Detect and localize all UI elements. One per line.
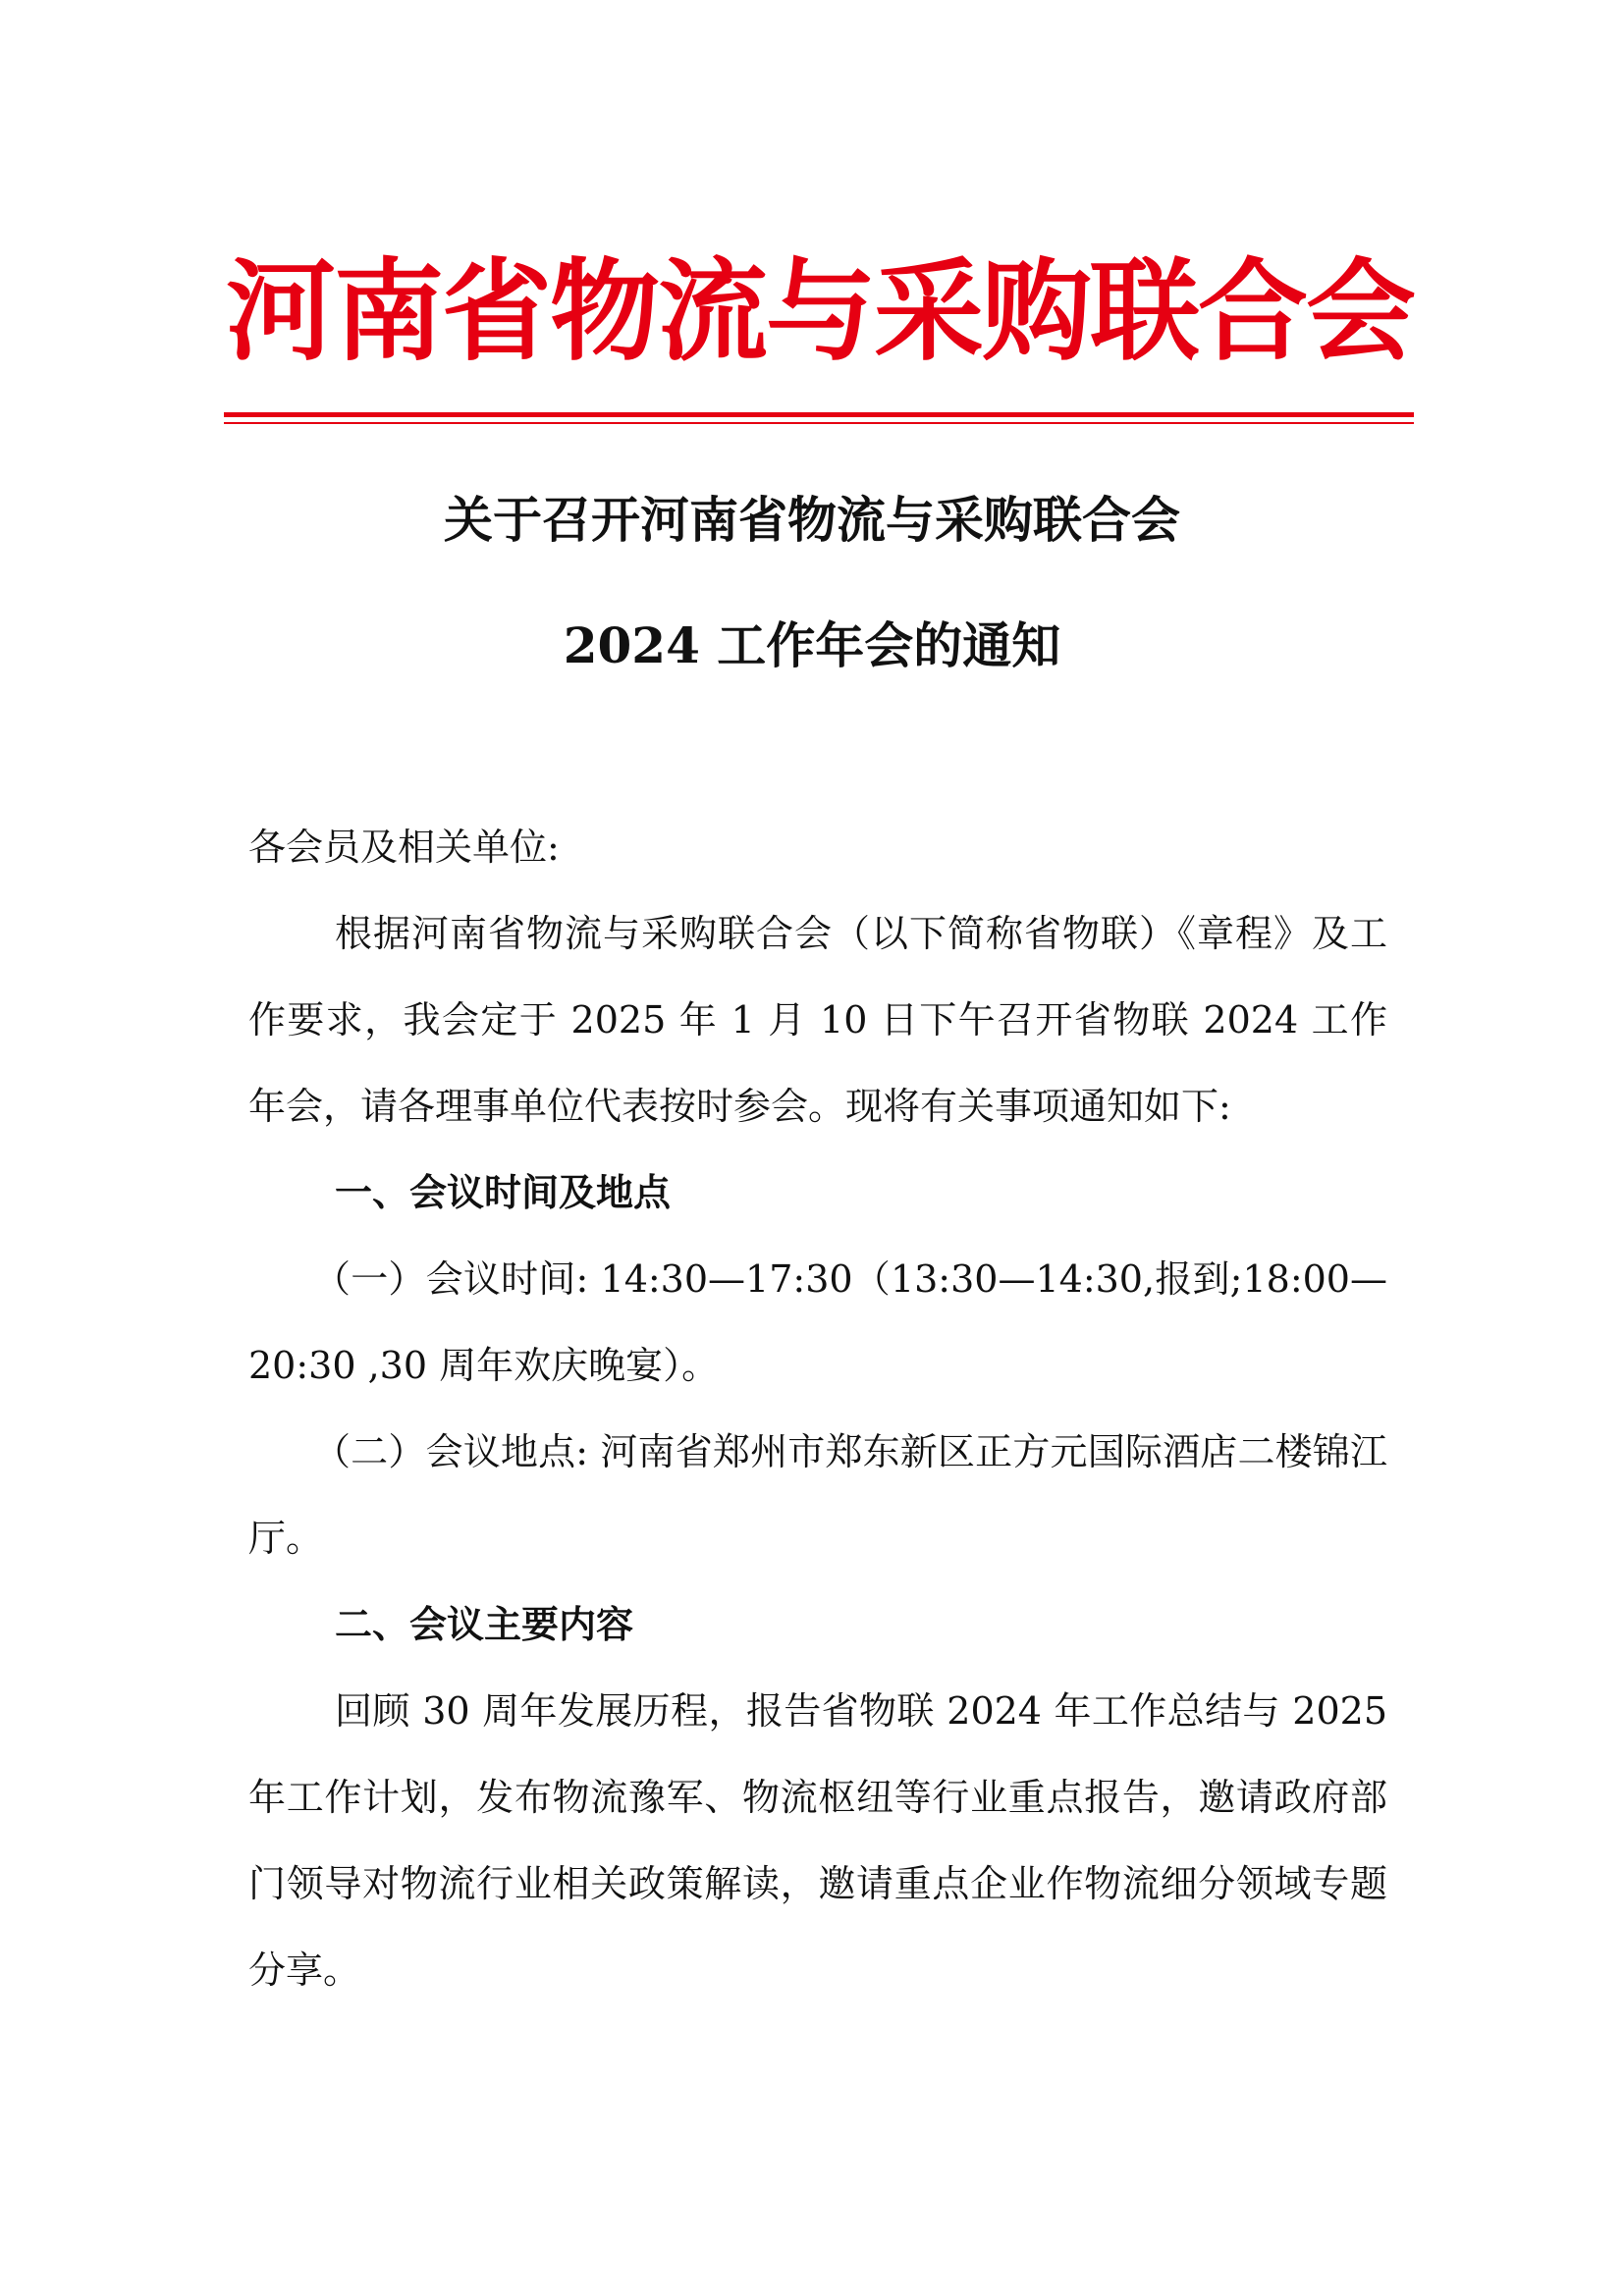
document-body xyxy=(248,804,1387,2013)
intro-paragraph: 根据河南省物流与采购联合会（以下简称省物联）《章程》及工作要求，我会定于 2025 年 1 月 10 日下午召开省物联 2024 工作年会，请各理事单位代表按时参会。现将有关事项通知如下: xyxy=(248,912,1387,1128)
meeting-time-item: （一）会议时间: 14:30—17:30（13:30—14:30,报到;18:00—20:30 ,30 周年欢庆晚宴）。 xyxy=(248,1257,1387,1387)
document-title-line-2: 2024 工作年会的通知 xyxy=(563,616,1061,674)
section-heading-main-content: 二、会议主要内容 xyxy=(335,1603,634,1646)
meeting-place-item: （二）会议地点: 河南省郑州市郑东新区正方元国际酒店二楼锦江厅。 xyxy=(248,1430,1387,1560)
document-title-line-1: 关于召开河南省物流与采购联合会 xyxy=(444,491,1180,549)
letterhead-red-rule-thick xyxy=(224,412,1414,417)
letterhead-org-name: 河南省物流与采购联合会 xyxy=(226,247,1414,376)
salutation: 各会员及相关单位: xyxy=(248,826,560,869)
letterhead-red-rule-thin xyxy=(224,422,1414,424)
section-heading-meeting-time-place: 一、会议时间及地点 xyxy=(335,1171,672,1214)
main-content-paragraph: 回顾 30 周年发展历程，报告省物联 2024 年工作总结与 2025 年工作计划，发布物流豫军、物流枢纽等行业重点报告，邀请政府部门领导对物流行业相关政策解读，邀请重点企业作物流细分领域专题分享。 xyxy=(248,1689,1387,1992)
